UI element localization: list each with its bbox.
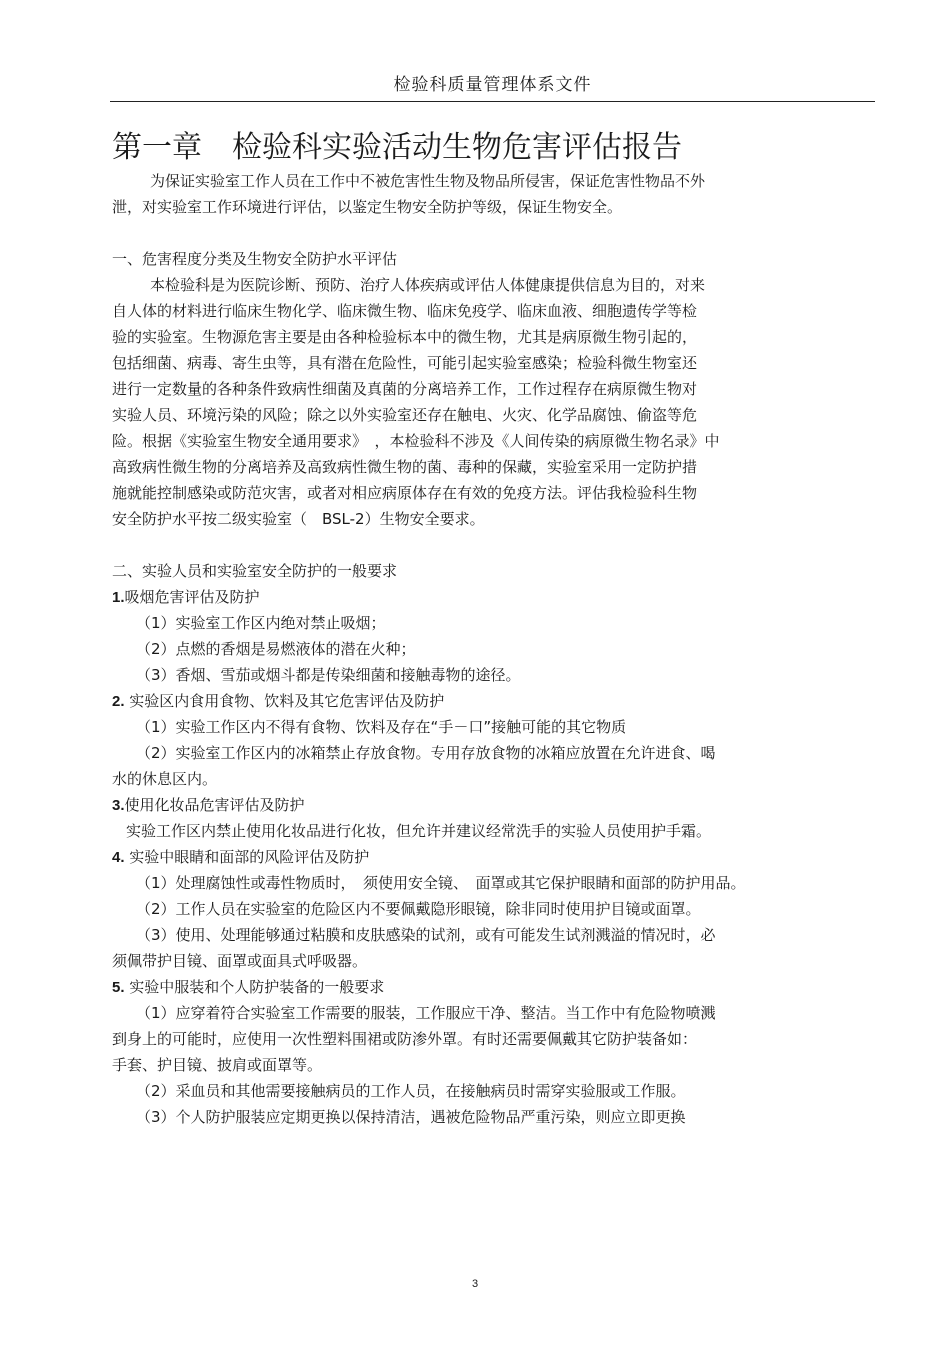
subsection-number: 2. [112,693,125,710]
spacer [112,220,872,246]
paragraph-line: 实验人员、环境污染的风险；除之以外实验室还存在触电、火灾、化学品腐蚀、偷盗等危 [112,406,698,424]
paragraph-line: 自人体的材料进行临床生物化学、临床微生物、临床免疫学、临床血液、细胞遗传学等检 [112,302,698,320]
list-item-continuation: 手套、护目镜、披肩或面罩等。 [112,1056,323,1074]
subsection-number: 1. [112,589,125,606]
list-item: （3）使用、处理能够通过粘膜和皮肤感染的试剂，或有可能发生试剂溅溢的情况时，必 [136,926,716,944]
intro-line: 泄，对实验室工作环境进行评估，以鉴定生物安全防护等级，保证生物安全。 [112,198,623,216]
list-item: （2）工作人员在实验室的危险区内不要佩戴隐形眼镜，除非同时使用护目镜或面罩。 [136,900,701,918]
document-body [112,168,872,1130]
subsection-number: 4. [112,849,125,866]
list-item: （1）处理腐蚀性或毒性物质时， 须使用安全镜、 面罩或其它保护眼睛和面部的防护用品。 [136,874,746,892]
paragraph-line: 安全防护水平按二级实验室（ BSL-2）生物安全要求。 [112,510,485,528]
subsection-number: 5. [112,979,125,996]
paragraph-line: 险。根据《实验室生物安全通用要求》 ，本检验科不涉及《人间传染的病原微生物名录》中 [112,432,720,450]
list-item: （1）应穿着符合实验室工作需要的服装，工作服应干净、整洁。当工作中有危险物喷溅 [136,1004,716,1022]
section-heading: 一、危害程度分类及生物安全防护水平评估 [112,250,398,268]
paragraph-line: 进行一定数量的各种条件致病性细菌及真菌的分离培养工作，工作过程存在病原微生物对 [112,380,698,398]
subsection-title: 实验中服装和个人防护装备的一般要求 [124,978,385,996]
subsection-heading [112,584,872,610]
list-item: （1）实验工作区内不得有食物、饮料及存在“手－口”接触可能的其它物质 [136,718,627,736]
subsection-heading [112,974,872,1000]
list-item: （2）实验室工作区内的冰箱禁止存放食物。专用存放食物的冰箱应放置在允许进食、喝 [136,744,716,762]
header-title: 检验科质量管理体系文件 [393,75,592,95]
paragraph-line: 高致病性微生物的分离培养及高致病性微生物的菌、毒种的保藏，实验室采用一定防护措 [112,458,698,476]
paragraph-line: 包括细菌、病毒、寄生虫等，具有潜在危险性，可能引起实验室感染；检验科微生物室还 [112,354,698,372]
subsection-heading [112,688,872,714]
list-item: （3）香烟、雪茄或烟斗都是传染细菌和接触毒物的途径。 [136,666,521,684]
list-item: （2）点燃的香烟是易燃液体的潜在火种； [136,640,416,658]
list-item: （3）个人防护服装应定期更换以保持清洁，遇被危险物品严重污染，则应立即更换 [136,1108,686,1126]
subsection-heading [112,792,872,818]
paragraph-line: 实验工作区内禁止使用化妆品进行化妆，但允许并建议经常洗手的实验人员使用护手霜。 [126,822,712,840]
intro-line: 为保证实验室工作人员在工作中不被危害性生物及物品所侵害，保证危害性物品不外 [150,172,706,190]
subsection-title: 实验区内食用食物、饮料及其它危害评估及防护 [124,692,445,710]
paragraph-line: 验的实验室。生物源危害主要是由各种检验标本中的微生物，尤其是病原微生物引起的， [112,328,698,346]
page-number: 3 [471,1278,479,1290]
list-item: （2）采血员和其他需要接触病员的工作人员，在接触病员时需穿实验服或工作服。 [136,1082,686,1100]
spacer [112,532,872,558]
paragraph-line: 本检验科是为医院诊断、预防、治疗人体疾病或评估人体健康提供信息为目的，对来 [150,276,706,294]
list-item: （1）实验室工作区内绝对禁止吸烟； [136,614,386,632]
list-item-continuation: 到身上的可能时，应使用一次性塑料围裙或防渗外罩。有时还需要佩戴其它防护装备如： [112,1030,698,1048]
section-heading: 二、实验人员和实验室安全防护的一般要求 [112,562,398,580]
paragraph-line: 施就能控制感染或防范灾害，或者对相应病原体存在有效的免疫方法。评估我检验科生物 [112,484,698,502]
subsection-title: 吸烟危害评估及防护 [124,588,260,606]
chapter-title: 第一章 检验科实验活动生物危害评估报告 [112,130,682,165]
subsection-number: 3. [112,797,125,814]
header-divider [110,101,875,102]
list-item-continuation: 水的休息区内。 [112,770,218,788]
subsection-heading [112,844,872,870]
list-item-continuation: 须佩带护目镜、面罩或面具式呼吸器。 [112,952,368,970]
subsection-title: 实验中眼睛和面部的风险评估及防护 [124,848,370,866]
subsection-title: 使用化妆品危害评估及防护 [124,796,305,814]
